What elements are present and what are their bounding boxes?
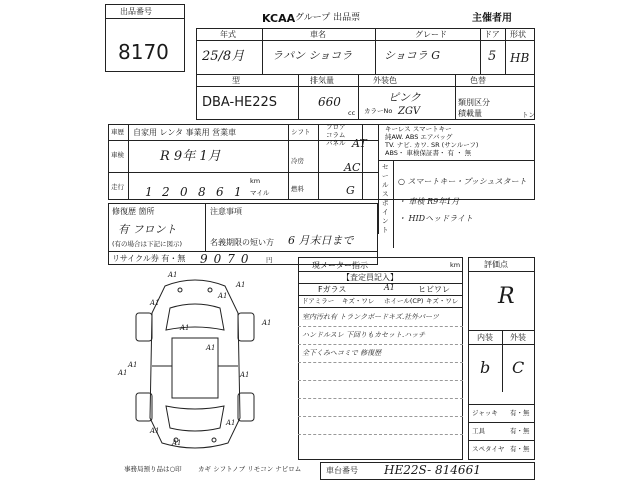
chassis-label: 車台番号 [326,466,358,475]
wheel-label: ホイール(CP) [384,297,424,305]
group-title: グループ 出品票 [295,13,361,23]
yen-unit: 円 [266,256,273,264]
damage-mark: A1 [240,371,250,379]
chassis-value: HE22S- 814661 [384,463,481,477]
repair-value: 有 フロント [118,223,177,236]
damage-mark: A1 [180,324,190,332]
grade-label: グレード [415,30,447,39]
use-options: 自家用 レンタ 事業用 営業車 [133,128,237,137]
shift-label: シフト [291,128,311,136]
mileage-digit: 8 [198,185,206,199]
repair-note: (有の場合は下記に図示) [112,240,183,248]
recycle-label: リサイクル券 有・無 [112,254,186,263]
spare-options: 有・無 [510,445,530,453]
recycle-amount: 9070 [200,252,255,266]
sales-point-label: セールスポイント [382,163,389,234]
color-no-label: カラーNo [364,107,393,115]
mirror-scratch-label: キズ・ワレ [342,297,375,305]
equip-line-2: 純AW. ABS エアバッグ [385,133,453,141]
year-label: 年式 [220,30,236,39]
car-diagram [120,268,270,458]
km-unit: km [250,177,261,185]
color-value: ピンク [388,91,421,104]
doc-label: 名義期限の短い方 [210,238,274,247]
year-value: 25/8月 [202,49,245,64]
mileage-digit: 2 [162,185,170,199]
sales-point-1: ○ スマートキー・プッシュスタート [398,177,527,186]
wheel-scratch-label: キズ・ワレ [426,297,459,305]
exterior-value: C [512,358,525,377]
class-label: 類別区分 [458,98,490,107]
shape-label: 形状 [510,30,526,39]
damage-mark: A1 [150,299,160,307]
inspection-value: R 9年 1月 [160,149,221,164]
interior-label: 内装 [477,333,493,342]
color-no-value: ZGV [398,106,421,117]
damage-mark: A1 [128,361,138,369]
use-label: 車歴 [111,128,124,136]
jack-options: 有・無 [510,409,530,417]
type-value: DBA-HE22S [202,95,278,110]
model-value: ラパン ショコラ [272,49,353,62]
repair-label: 修復歴 箇所 [112,207,155,216]
sales-point-2: ・ 車検 R9年1月 [398,197,460,206]
doc-value: 6 月末日まで [288,234,354,247]
notes-label: 注意事項 [210,207,242,216]
displacement-label: 排気量 [310,76,334,85]
mileage-digit: 0 [180,185,188,199]
mileage-digit: 1 [145,185,153,199]
damage-mark: A1 [226,419,236,427]
grade-value: ショコラ G [384,49,441,62]
inspection-label: 車検 [111,151,124,159]
mileage-digit: 6 [216,185,224,199]
shift-option-floor: フロア [326,123,346,131]
color-label: 外装色 [373,76,397,85]
shift-option-panel: パネル [326,139,346,147]
glass-value: A1 [384,283,395,292]
score-label: 評価点 [484,260,508,269]
damage-mark: A1 [168,271,178,279]
damage-mark: A1 [218,292,228,300]
shape-value: HB [510,51,530,65]
damage-mark: A1 [262,319,272,327]
equip-line-4: ABS・ 車検保証書・ 有 ・ 無 [385,149,472,157]
glass-label: Fガラス [318,285,347,294]
load-label: 積載量 [458,109,482,118]
fuel-value: G [346,184,355,197]
interior-value: b [480,358,491,377]
damage-mark: A1 [172,439,182,447]
inspector-label: 【査定員記入】 [342,273,398,282]
organizer-label: 主催者用 [472,13,512,24]
equip-line-1: キーレス スマートキー [385,125,452,133]
damage-mark: A1 [206,344,216,352]
equip-line-3: TV. ナビ. カワ. SR (サンルーフ) [385,141,479,149]
ton-unit: トン [522,111,535,119]
mileage-digit: 1 [234,185,242,199]
meter-unit: km [450,261,461,269]
displacement-value: 660 [318,95,341,109]
lot-number-label: 出品番号 [120,7,152,16]
jack-label: ジャッキ [472,409,498,417]
door-label: ドア [484,30,500,39]
mileage-label: 走行 [111,183,124,191]
shift-option-column: コラム [326,131,346,139]
lot-number-value: 8170 [118,40,169,64]
damage-mark: A1 [118,369,128,377]
cc-unit: cc [348,109,356,117]
tools-label: 工具 [472,427,485,435]
sales-point-3: ・ HIDヘッドライト [398,214,473,223]
crack-label: ヒビワレ [418,285,450,294]
brand-logo: KCAA [262,12,296,25]
meter-label: 現メーター指示 [312,261,368,270]
type-label: 型 [232,76,240,85]
ac-value: AC [344,161,361,174]
accessories-label: 事務局預り品は○印 [124,465,182,473]
accessories-items: カギ シフトノブ リモコン ナビロム [198,465,302,473]
shift-value: AT [352,137,367,150]
damage-mark: A1 [236,281,246,289]
door-mirror-label: ドアミラー [302,297,335,305]
score-value: R [498,284,515,309]
tools-options: 有・無 [510,427,530,435]
door-value: 5 [488,49,497,64]
exterior-label: 外装 [510,333,526,342]
spare-label: スペタイヤ [472,445,505,453]
inspector-note-3: 全下くみへコミで 修復歴 [302,349,382,357]
fuel-label: 燃料 [291,185,304,193]
color-change-label: 色替 [470,76,486,85]
damage-mark: A1 [150,427,160,435]
inspector-note-1: 室内汚れ有 トランクボードキズ.社外パーツ [302,313,439,321]
inspector-note-2: ハンドルスレ 下回りもカセット.ハッチ [302,331,426,339]
ac-label: 冷房 [291,157,304,165]
mile-unit: マイル [250,189,270,197]
model-label: 車名 [310,30,326,39]
